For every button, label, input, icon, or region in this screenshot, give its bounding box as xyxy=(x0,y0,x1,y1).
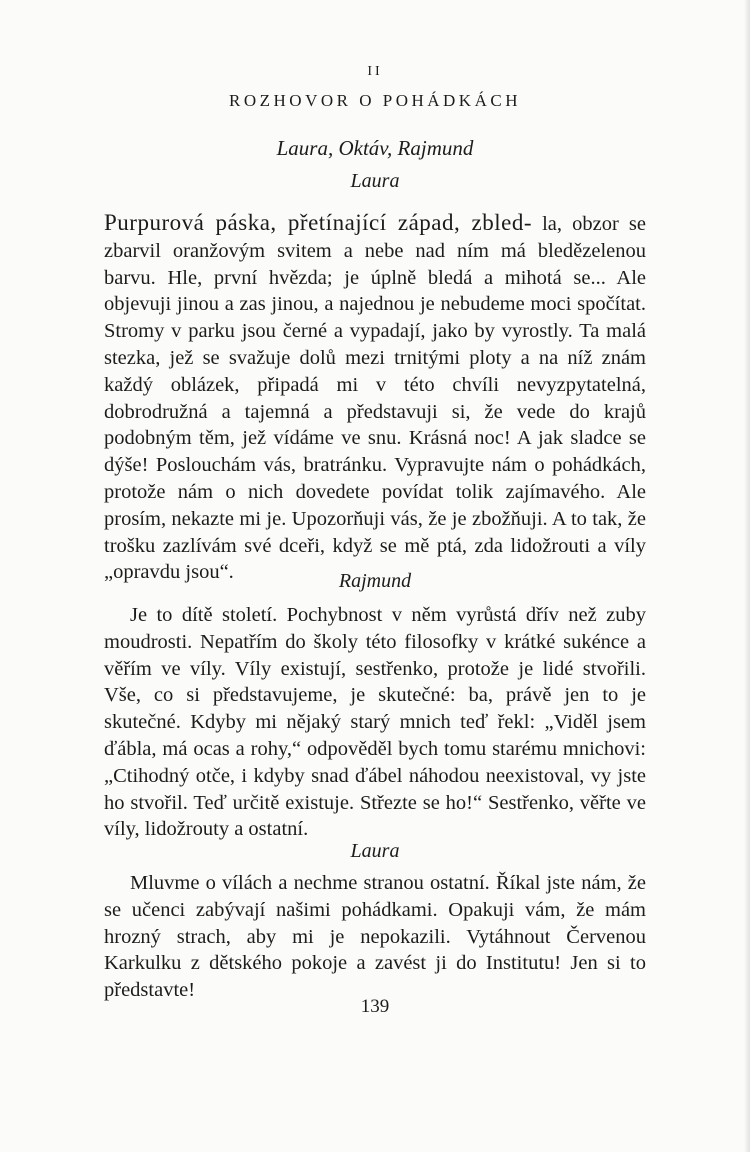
speaker-rajmund: Rajmund xyxy=(338,570,412,592)
dramatis-personae: Laura, Oktáv, Rajmund xyxy=(276,136,474,160)
dialogue-block-laura-1 xyxy=(104,210,646,586)
dialogue-block-laura-2 xyxy=(104,870,646,1004)
dialogue-paragraph xyxy=(104,870,646,1004)
chapter-number: II xyxy=(367,64,383,79)
speaker-laura-1: Laura xyxy=(350,170,400,192)
page-number: 139 xyxy=(360,996,390,1017)
speaker-laura-2: Laura xyxy=(350,840,400,862)
dialogue-paragraph xyxy=(104,602,646,843)
dialogue-text: Je to dítě století. Pochybnost v něm vyrůstá dřív než zuby moudrosti. Nepatřím do školy této filosofky v krátké sukénce a věřím ve víly. Víly existují, sestřenko, protože je lidé stvořili. Vše, co si představujeme, je skutečné: ba, právě jen to je skutečné. Kdyby mi nějaký starý mnich teď řekl: „Viděl jsem ďábla, má ocas a rohy,“ odpověděl bych tomu starému mnichovi: „Ctihodný otče, i kdyby snad ďábel náhodou neexistoval, vy jste ho stvořil. Teď určitě existuje. Střezte se ho!“ Sestřenko, věřte ve víly, lidožrouty a ostatní. xyxy=(104,604,646,841)
chapter-title: ROZHOVOR O POHÁDKÁCH xyxy=(229,91,521,110)
dialogue-block-rajmund xyxy=(104,602,646,843)
dialogue-text: la, obzor se zbarvil oranžovým svitem a nebe nad ním má bledězelenou barvu. Hle, první hvězda; je úplně bledá a mihotá se... Ale objevuji jinou a zas jinou, a najednou je nebudeme moci spočítat. Stromy v parku jsou černé a vypadají, jako by vyrostly. Ta malá stezka, jež se svažuje dolů mezi trnitými ploty a na níž znám každý oblázek, připadá mi v této chvíli nevyzpytatelná, dobrodružná a tajemná a představuji si, že vede do krajů podobným těm, jež vídáme ve snu. Krásná noc! A jak sladce se dýše! Poslouchám vás, bratránku. Vypravujte nám o pohádkách, protože nám o nich dovedete povídat tolik zajímavého. Ale prosím, nekazte mi je. Upozorňuji vás, že je zbožňuji. A to tak, že trošku zazlívám své dceři, když se mě ptá, zda lidožrouti a víly „opravdu jsou“. xyxy=(104,213,647,584)
dialogue-paragraph xyxy=(104,210,646,586)
opening-small-caps: Purpurová páska, přetínající západ, zbled- xyxy=(104,210,532,235)
dialogue-text: Mluvme o vílách a nechme stranou ostatní. Říkal jste nám, že se učenci zabývají našimi pohádkami. Opakuji vám, že mám hrozný strach, aby mi je nepokazili. Vytáhnout Červenou Karkulku z dětského pokoje a zavést ji do Institutu! Jen si to představte! xyxy=(104,872,646,1002)
